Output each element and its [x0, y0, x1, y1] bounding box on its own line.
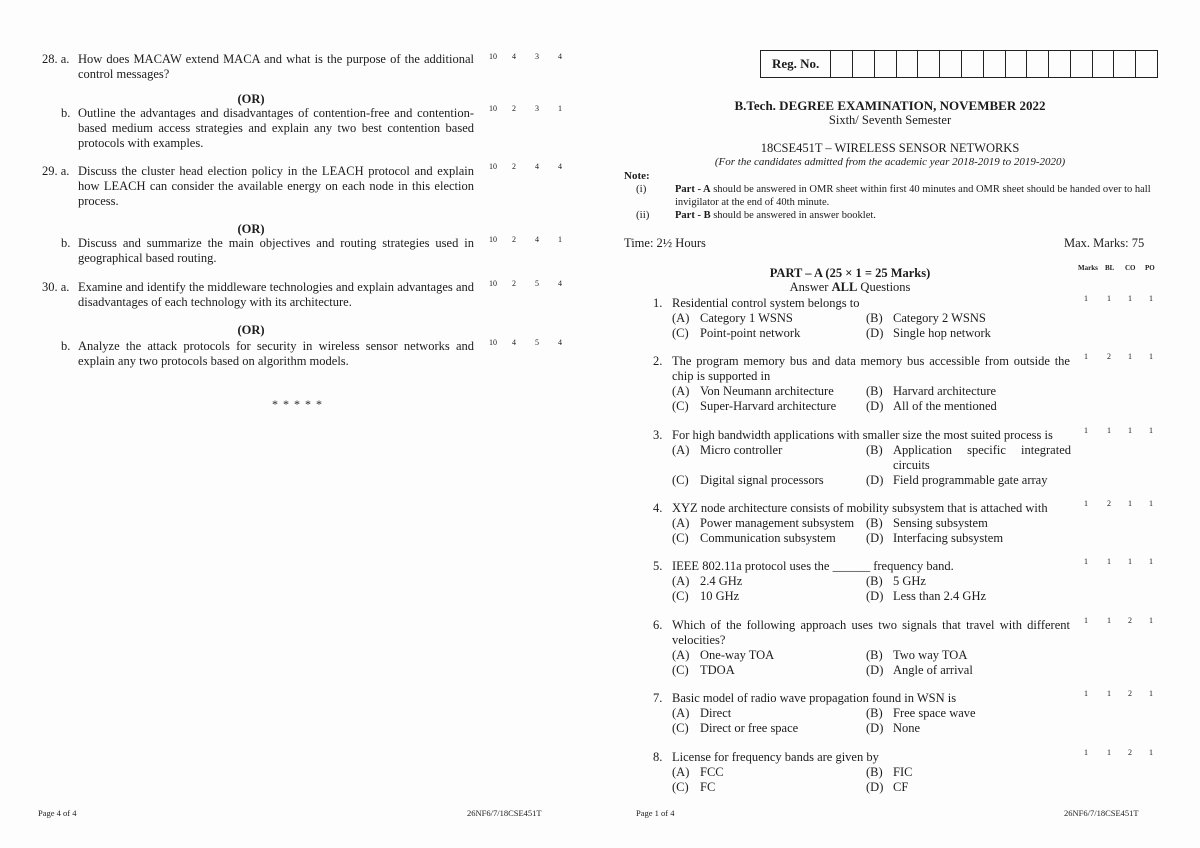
reg-cell	[875, 51, 897, 77]
mark-value: 1	[1084, 499, 1088, 508]
reg-cell	[984, 51, 1006, 77]
option-text: Sensing subsystem	[893, 516, 988, 530]
paper-code: 26NF6/7/18CSE451T	[1064, 808, 1139, 818]
mark-value: 1	[1149, 426, 1153, 435]
mark-value: 1	[1149, 294, 1153, 303]
option-text: CF	[893, 779, 909, 794]
reg-cell	[1093, 51, 1115, 77]
mark-value: 1	[1107, 557, 1111, 566]
question-text: The program memory bus and data memory bus accessible from outside the chip is supported in	[672, 354, 1070, 383]
option-text: Micro controller	[700, 443, 783, 457]
option-letter: (D)	[866, 398, 884, 413]
option-text: All of the mentioned	[893, 398, 997, 413]
option-letter: (D)	[866, 720, 884, 735]
question-number: 29. a.	[42, 164, 70, 178]
option-letter: (A)	[672, 574, 690, 588]
option-text: Two way TOA	[893, 648, 968, 662]
option-letter: (C)	[672, 530, 689, 545]
mark-value: 1	[1084, 748, 1088, 757]
option-text: Communication subsystem	[700, 530, 836, 545]
option-text: Angle of arrival	[893, 662, 973, 677]
reg-cell	[1027, 51, 1049, 77]
reg-cell	[897, 51, 919, 77]
option-letter: (C)	[672, 398, 689, 413]
mark-value: 1	[1084, 426, 1088, 435]
question-text: Analyze the attack protocols for security in wireless sensor networks and explain any two protocols based on algorithm models.	[78, 339, 474, 368]
note-text: Part - A should be answered in OMR sheet within first 40 minutes and OMR sheet should be handed over to hall invigilator at the end of 40th minute.	[675, 184, 1151, 208]
marks-row	[1084, 352, 1164, 361]
reg-cell	[1071, 51, 1093, 77]
marks-row	[1084, 748, 1164, 757]
question-number: 5.	[653, 559, 663, 573]
mark-value: 1	[1107, 426, 1111, 435]
option-text: Less than 2.4 GHz	[893, 588, 987, 603]
option-text: Field programmable gate array	[893, 472, 1048, 487]
option-letter: (A)	[672, 516, 690, 530]
option-letter: (C)	[672, 325, 689, 340]
mark-value: 1	[1149, 352, 1153, 361]
note-index: (i)	[636, 183, 647, 195]
reg-cell	[940, 51, 962, 77]
question-text: License for frequency bands are given by	[672, 750, 879, 764]
mark-value: 1	[1149, 748, 1153, 757]
mark-value: 1	[1084, 352, 1088, 361]
exam-title: B.Tech. DEGREE EXAMINATION, NOVEMBER 2022	[734, 98, 1046, 113]
question-number: 6.	[653, 618, 663, 632]
option-letter: (C)	[672, 472, 689, 487]
reg-cell	[918, 51, 940, 77]
option-text: Point-point network	[700, 325, 801, 340]
question-number: 28. a.	[42, 52, 70, 66]
mark-value: 2	[1128, 748, 1132, 757]
marks-row	[1084, 294, 1164, 303]
column-headers: Marks BL CO PO	[1078, 264, 1155, 272]
question-text: How does MACAW extend MACA and what is the purpose of the additional control messages?	[78, 52, 474, 81]
mark-value: 1	[1128, 352, 1132, 361]
page-number: Page 4 of 4	[38, 808, 77, 818]
option-letter: (D)	[866, 530, 884, 545]
option-letter: (B)	[866, 384, 883, 398]
admitted-batch: (For the candidates admitted from the academic year 2018-2019 to 2019-2020)	[714, 156, 1066, 168]
mark-value: 2	[1107, 352, 1111, 361]
page-number: Page 1 of 4	[636, 808, 675, 818]
option-letter: (A)	[672, 384, 690, 398]
semester: Sixth/ Seventh Semester	[828, 113, 952, 127]
mark-value: 1	[1107, 689, 1111, 698]
note-label: Note:	[624, 170, 650, 182]
option-letter: (A)	[672, 706, 690, 720]
option-letter: (B)	[866, 648, 883, 662]
option-letter: (C)	[672, 720, 689, 735]
option-text: Category 2 WSNS	[893, 311, 986, 325]
reg-cell	[831, 51, 853, 77]
option-text: Application specific integrated circuits	[893, 443, 1071, 472]
option-text: Direct	[700, 706, 732, 720]
reg-cell	[1136, 51, 1157, 77]
question-number: b.	[61, 236, 71, 250]
option-letter: (B)	[866, 311, 883, 325]
option-text: Direct or free space	[700, 720, 799, 735]
mark-value: 1	[1084, 294, 1088, 303]
answer-all-instruction: Answer ALL Questions	[789, 280, 911, 294]
option-letter: (D)	[866, 779, 884, 794]
or-separator: (OR)	[237, 222, 265, 236]
or-separator: (OR)	[237, 92, 265, 106]
question-text: For high bandwidth applications with smaller size the most suited process is	[672, 428, 1053, 442]
mark-value: 1	[1084, 616, 1088, 625]
course-title: 18CSE451T – WIRELESS SENSOR NETWORKS	[760, 141, 1020, 155]
or-separator: (OR)	[237, 323, 265, 337]
question-text: Examine and identify the middleware technologies and explain advantages and disadvantages of each technology with its architecture.	[78, 280, 474, 309]
note-text: Part - B should be answered in answer booklet.	[675, 210, 876, 221]
option-letter: (A)	[672, 311, 690, 325]
mark-value: 1	[1149, 689, 1153, 698]
mark-value: 1	[1107, 748, 1111, 757]
marks-row	[1084, 426, 1164, 435]
option-text: None	[893, 720, 921, 735]
question-text: Which of the following approach uses two signals that travel with different velocities?	[672, 618, 1070, 647]
option-letter: (B)	[866, 706, 883, 720]
marks-row: 10 2 4 4	[489, 162, 562, 171]
option-text: FIC	[893, 765, 913, 779]
marks-row: 10 2 4 1	[489, 235, 562, 244]
option-text: Power management subsystem	[700, 516, 855, 530]
question-number: 3.	[653, 428, 663, 442]
mark-value: 1	[1149, 616, 1153, 625]
question-number: 30. a.	[42, 280, 70, 294]
mark-value: 1	[1128, 499, 1132, 508]
option-letter: (C)	[672, 779, 689, 794]
mark-value: 1	[1128, 294, 1132, 303]
option-letter: (B)	[866, 516, 883, 530]
option-letter: (D)	[866, 588, 884, 603]
option-letter: (B)	[866, 574, 883, 588]
mark-value: 1	[1149, 557, 1153, 566]
option-text: Digital signal processors	[700, 472, 824, 487]
question-text: Basic model of radio wave propagation found in WSN is	[672, 691, 957, 705]
marks-row	[1084, 557, 1164, 566]
option-letter: (D)	[866, 472, 884, 487]
question-number: 2.	[653, 354, 663, 368]
question-number: b.	[61, 339, 71, 353]
marks-row	[1084, 689, 1164, 698]
mark-value: 2	[1107, 499, 1111, 508]
mark-value: 2	[1128, 616, 1132, 625]
question-text: IEEE 802.11a protocol uses the ______ frequency band.	[672, 559, 954, 573]
marks-row	[1084, 499, 1164, 508]
mark-value: 2	[1128, 689, 1132, 698]
mark-value: 1	[1107, 616, 1111, 625]
marks-row: 10 4 3 4	[489, 52, 562, 61]
option-text: Single hop network	[893, 325, 991, 340]
option-text: Harvard architecture	[893, 384, 997, 398]
option-letter: (A)	[672, 443, 690, 457]
mark-value: 1	[1107, 294, 1111, 303]
option-letter: (D)	[866, 325, 884, 340]
mark-value: 1	[1128, 426, 1132, 435]
mark-value: 1	[1149, 499, 1153, 508]
option-text: FC	[700, 779, 716, 794]
marks-row: 10 2 5 4	[489, 279, 562, 288]
question-text: Residential control system belongs to	[672, 296, 860, 310]
option-text: Free space wave	[893, 706, 976, 720]
paper-code: 26NF6/7/18CSE451T	[467, 808, 542, 818]
option-text: 10 GHz	[700, 588, 740, 603]
question-number: 1.	[653, 296, 663, 310]
option-text: Interfacing subsystem	[893, 530, 1004, 545]
option-text: TDOA	[700, 662, 735, 677]
reg-cell	[1049, 51, 1071, 77]
option-text: One-way TOA	[700, 648, 775, 662]
option-letter: (C)	[672, 662, 689, 677]
marks-row	[1084, 616, 1164, 625]
max-marks: Max. Marks: 75	[1064, 236, 1145, 250]
reg-cell	[853, 51, 875, 77]
marks-row: 10 4 5 4	[489, 338, 562, 347]
option-text: Von Neumann architecture	[700, 384, 834, 398]
mark-value: 1	[1128, 557, 1132, 566]
mark-value: 1	[1084, 689, 1088, 698]
option-letter: (A)	[672, 765, 690, 779]
mark-value: 1	[1084, 557, 1088, 566]
marks-row: 10 2 3 1	[489, 104, 562, 113]
question-text: Discuss and summarize the main objectives and routing strategies used in geographical based routing.	[78, 236, 474, 265]
question-number: b.	[61, 106, 71, 120]
question-text: Outline the advantages and disadvantages of contention-free and contention-based medium access strategies and explain any two best contention based protocols with examples.	[78, 106, 474, 150]
reg-number-box	[760, 50, 1158, 78]
end-of-paper-mark: * * * * *	[272, 397, 323, 411]
option-text: 5 GHz	[893, 574, 926, 588]
question-text: XYZ node architecture consists of mobility subsystem that is attached with	[672, 501, 1048, 515]
option-text: Super-Harvard architecture	[700, 398, 837, 413]
question-text: Discuss the cluster head election policy in the LEACH protocol and explain how LEACH can consider the available energy on each node in this election process.	[78, 164, 474, 208]
exam-duration: Time: 2½ Hours	[624, 236, 706, 250]
option-letter: (C)	[672, 588, 689, 603]
question-number: 8.	[653, 750, 663, 764]
reg-cell	[1006, 51, 1028, 77]
option-text: FCC	[700, 765, 724, 779]
option-letter: (D)	[866, 662, 884, 677]
reg-cell	[962, 51, 984, 77]
option-text: Category 1 WSNS	[700, 311, 793, 325]
option-letter: (B)	[866, 765, 883, 779]
part-title: PART – A (25 × 1 = 25 Marks)	[769, 266, 931, 280]
note-index: (ii)	[636, 209, 650, 221]
question-number: 7.	[653, 691, 663, 705]
reg-number-label: Reg. No.	[761, 51, 831, 77]
reg-cell	[1114, 51, 1136, 77]
option-letter: (B)	[866, 443, 883, 457]
option-letter: (A)	[672, 648, 690, 662]
question-number: 4.	[653, 501, 663, 515]
option-text: 2.4 GHz	[700, 574, 743, 588]
